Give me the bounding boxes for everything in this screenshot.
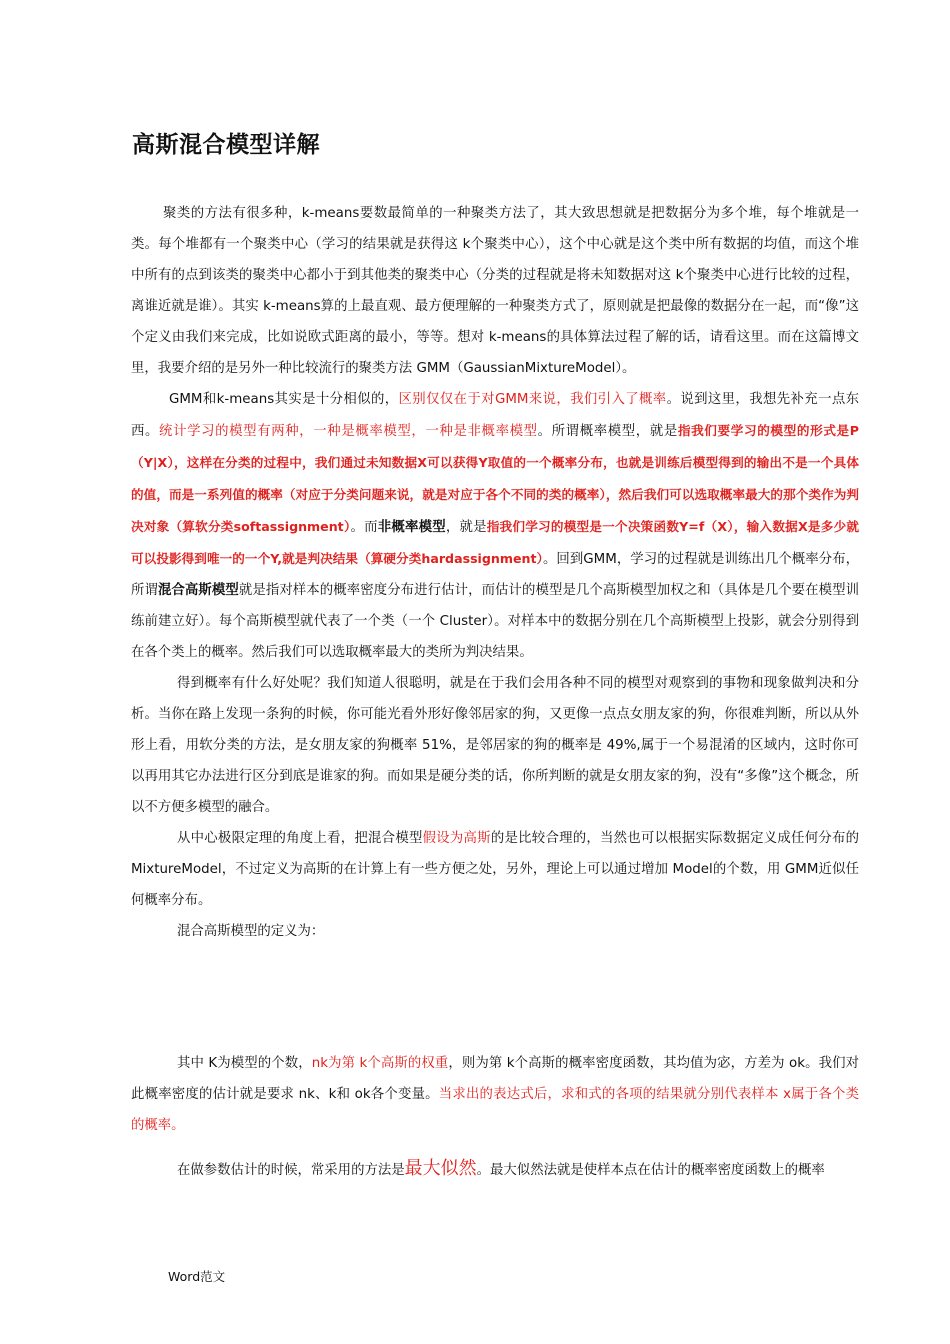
paragraph-gmm-definition-intro: 混合高斯模型的定义为： <box>177 924 325 939</box>
highlight-weight: nk为第 k个高斯的权重 <box>311 1056 449 1071</box>
text-segment: 从中心极限定理的角度上看，把混合模型 <box>177 831 423 846</box>
paragraph-central-limit <box>131 823 859 916</box>
text-segment: 。最大似然法就是使样本点在估计的概率密度函数上的概率 <box>476 1163 825 1178</box>
paragraph-gmm-vs-kmeans <box>131 384 859 668</box>
text-segment: 的是比较合理的，当然也可以根据实际数据定义成任何分布的 MixtureModel，不过定义为高斯的在计算上有一些方便之处，另外，理论上可以通过增加 Model的个数，用 GMM近似任何概率分布。 <box>131 831 860 908</box>
bold-nonprob-model: 非概率模型 <box>377 520 446 535</box>
text-segment: 。说到这里，我想先补充一点东西。 <box>131 392 860 439</box>
highlight-decision-function-def: 指我们学习的模型是一个决策函数Y=f（X），输入数据X是多少就可以投影得到唯一的一个Y,就是判决结果（算硬分类hardassignment） <box>131 519 859 566</box>
text-segment: 其中 K为模型的个数， <box>177 1056 312 1071</box>
article-body <box>131 198 859 947</box>
text-segment: 。而 <box>350 520 378 535</box>
text-segment: 在做参数估计的时候，常采用的方法是 <box>177 1163 405 1178</box>
paragraph-kmeans-intro: 聚类的方法有很多种，k-means要数最简单的一种聚类方法了，其大致思想就是把数据分为多个堆，每个堆就是一类。每个堆都有一个聚类中心（学习的结果就是获得这 k个聚类中心），这个中心就是这个类中所有数据的均值，而这个堆中所有的点到该类的聚类中心都小于到其他类的聚类中心（分类的过程就是将未知数据对这 k个聚类中心进行比较的过程，离谁近就是谁）。其实 k-means算的上最直观、最方便理解的一种聚类方式了，原则就是把最像的数据分在一起，而“像”这个定义由我们来完成，比如说欧式距离的最小，等等。想对 k-means的具体算法过程了解的话，请看这里。而在这篇博文里，我要介绍的是另外一种比较流行的聚类方法 GMM（GaussianMixtureModel）。 <box>131 206 859 376</box>
paragraph-mle <box>131 1153 859 1186</box>
text-segment: 就是指对样本的概率密度分布进行估计，而估计的模型是几个高斯模型加权之和（具体是几个要在模型训练前建立好）。每个高斯模型就代表了一个类（一个 Cluster）。对样本中的数据分别在几个高斯模型上投影，就会分别得到在各个类上的概率。然后我们可以选取概率最大的类所为判决结果。 <box>131 583 860 660</box>
text-segment: ，则为第 k个高斯的概率密度函数，其均值为宓，方差为 ok。我们对此概率密度的估计就是要求 nk、k和 ok各个变量。 <box>131 1056 859 1102</box>
paragraph-parameters <box>131 1048 859 1141</box>
page-footer: Word范文 <box>168 1269 226 1284</box>
bold-gmm-term: 混合高斯模型 <box>157 583 239 598</box>
text-segment: 。所谓概率模型，就是 <box>537 424 678 439</box>
article-body-continued <box>131 1048 859 1186</box>
paragraph-probability-benefit: 得到概率有什么好处呢？我们知道人很聪明，就是在于我们会用各种不同的模型对观察到的事物和现象做判决和分析。当你在路上发现一条狗的时候，你可能光看外形好像邻居家的狗，又更像一点点女朋友家的狗，你很难判断，所以从外形上看，用软分类的方法，是女朋友家的狗概率 51%，是邻居家的狗的概率是 49%,属于一个易混淆的区域内，这时你可以再用其它办法进行区分到底是谁家的狗。而如果是硬分类的话，你所判断的就是女朋友家的狗，没有“多像”这个概念，所以不方便多模型的融合。 <box>131 676 859 815</box>
text-segment: 。回到GMM，学习的过程就是训练出几个概率分布，所谓 <box>131 552 859 598</box>
highlight-gaussian-assumption: 假设为高斯 <box>422 831 491 846</box>
highlight-probabilistic-model-def: 指我们要学习的模型的形式是P（Y|X），这样在分类的过程中，我们通过未知数据X可以获得Y取值的一个概率分布，也就是训练后模型得到的输出不是一个具体的值，而是一系列值的概率（对应于分类问题来说，就是对应于各个不同的类的概率），然后我们可以选取概率最大的那个类作为判决对象（算软分类softassignment） <box>131 423 860 534</box>
highlight-class-probability: 当求出的表达式后，求和式的各项的结果就分别代表样本 x属于各个类的概率。 <box>131 1087 859 1133</box>
highlight-probability: 区别仅仅在于对GMM来说，我们引入了概率 <box>398 392 667 407</box>
text-segment: ，就是 <box>445 520 487 535</box>
highlight-model-types: 统计学习的模型有两种，一种是概率模型，一种是非概率模型 <box>159 424 538 439</box>
page-title: 高斯混合模型详解 <box>132 132 320 158</box>
text-segment: GMM和k-means其实是十分相似的， <box>169 392 399 407</box>
highlight-max-likelihood: 最大似然 <box>404 1158 477 1179</box>
